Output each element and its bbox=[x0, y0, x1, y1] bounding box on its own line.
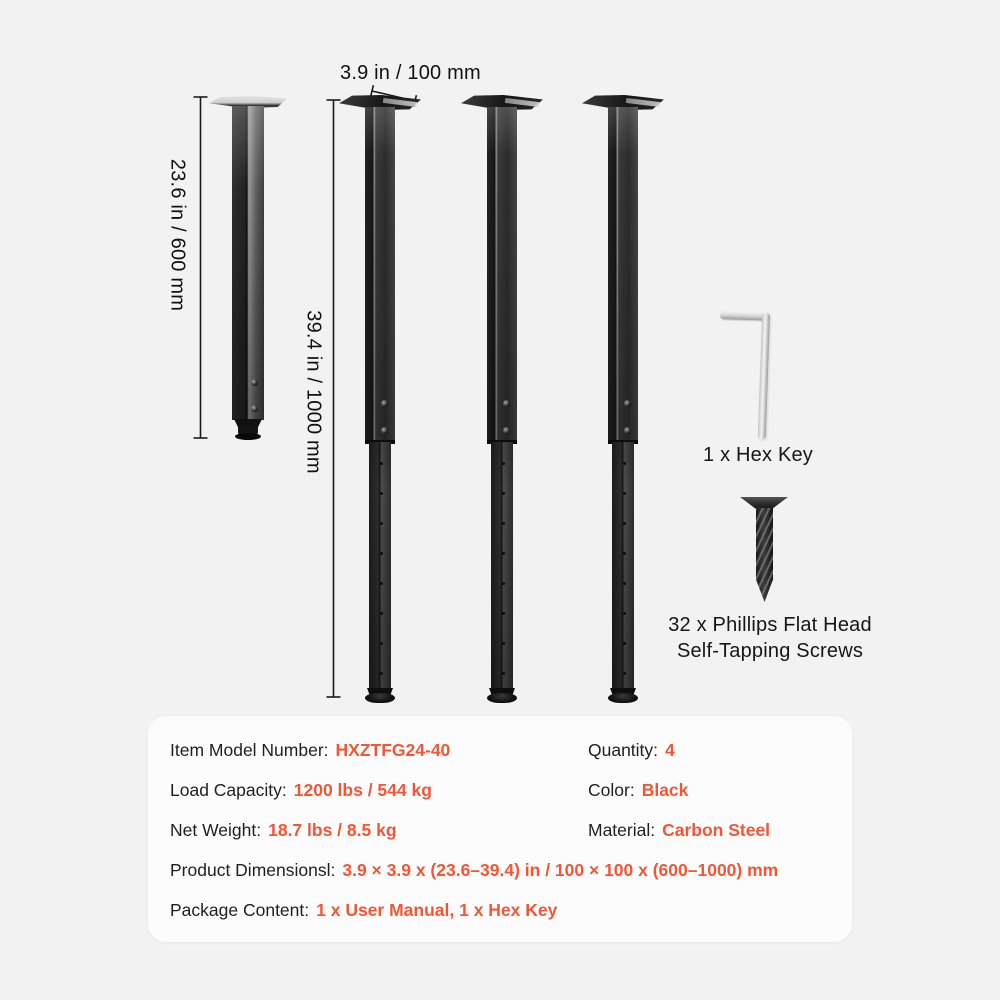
screw-icon bbox=[735, 495, 795, 607]
spec-value: 18.7 lbs / 8.5 kg bbox=[268, 820, 397, 840]
spec-value: HXZTFG24-40 bbox=[335, 740, 451, 760]
hex-key-long-arm bbox=[758, 313, 770, 440]
adjustment-hole bbox=[502, 522, 505, 525]
spec-row-dimensions bbox=[170, 860, 778, 881]
adjustment-hole bbox=[380, 522, 383, 525]
joint-screw-icon bbox=[251, 379, 258, 386]
adjustment-hole bbox=[502, 552, 505, 555]
adjustment-hole bbox=[623, 492, 626, 495]
adjustment-hole bbox=[502, 672, 505, 675]
adjustment-hole bbox=[502, 642, 505, 645]
adjustment-hole bbox=[380, 672, 383, 675]
leg-lower-column bbox=[491, 442, 513, 688]
adjustment-hole bbox=[502, 492, 505, 495]
hex-key-icon bbox=[712, 305, 781, 441]
screws-callout-line2: Self-Tapping Screws bbox=[676, 640, 864, 662]
spec-label: Color: bbox=[588, 780, 635, 800]
spec-label: Quantity: bbox=[588, 740, 659, 760]
spec-label: Item Model Number: bbox=[170, 740, 329, 760]
spec-label: Product Dimensionsl: bbox=[170, 860, 336, 880]
leg-foot bbox=[365, 693, 395, 703]
joint-screw-icon bbox=[624, 427, 631, 434]
adjustment-hole bbox=[623, 612, 626, 615]
table-leg-extended bbox=[578, 0, 668, 710]
table-leg-extended bbox=[335, 0, 425, 710]
spec-row-package-content bbox=[170, 900, 557, 921]
adjustment-hole bbox=[380, 462, 383, 465]
adjustment-hole bbox=[502, 612, 505, 615]
spec-value: 1 x User Manual, 1 x Hex Key bbox=[316, 900, 558, 920]
leg-column bbox=[232, 106, 264, 420]
joint-screw-icon bbox=[251, 405, 258, 412]
table-leg-extended bbox=[457, 0, 547, 710]
joint-screw-icon bbox=[624, 400, 631, 407]
adjustment-hole bbox=[502, 582, 505, 585]
spec-label: Material: bbox=[588, 820, 656, 840]
adjustment-hole bbox=[380, 492, 383, 495]
leg-upper-column bbox=[487, 107, 517, 442]
adjustment-hole bbox=[623, 552, 626, 555]
adjustment-hole bbox=[623, 462, 626, 465]
adjustment-hole bbox=[623, 672, 626, 675]
adjustment-hole bbox=[623, 582, 626, 585]
leg-lower-column bbox=[369, 442, 391, 688]
spec-row-material bbox=[588, 820, 770, 841]
spec-label: Load Capacity: bbox=[170, 780, 287, 800]
spec-row-color bbox=[588, 780, 688, 801]
adjustment-hole bbox=[380, 552, 383, 555]
adjustment-hole bbox=[623, 522, 626, 525]
tall-leg-height-label: 39.4 in / 1000 mm bbox=[302, 310, 325, 474]
short-leg-height-label: 23.6 in / 600 mm bbox=[166, 158, 189, 312]
adjustment-hole bbox=[502, 462, 505, 465]
joint-screw-icon bbox=[381, 427, 388, 434]
top-width-label: 3.9 in / 100 mm bbox=[340, 62, 481, 84]
spec-value: 4 bbox=[665, 740, 675, 760]
spec-row-model bbox=[170, 740, 450, 761]
joint-screw-icon bbox=[381, 400, 388, 407]
leg-foot bbox=[487, 693, 517, 703]
spec-row-net-weight bbox=[170, 820, 397, 841]
spec-value: Black bbox=[641, 780, 689, 800]
table-leg-retracted bbox=[203, 0, 293, 710]
hex-key-callout: 1 x Hex Key bbox=[702, 444, 814, 466]
spec-value: Carbon Steel bbox=[662, 820, 771, 840]
spec-value: 3.9 × 3.9 x (23.6–39.4) in / 100 × 100 x (600–1000) mm bbox=[342, 860, 779, 880]
spec-value: 1200 lbs / 544 kg bbox=[293, 780, 432, 800]
adjustment-hole bbox=[380, 642, 383, 645]
leg-upper-column bbox=[608, 107, 638, 442]
screws-callout-line1: 32 x Phillips Flat Head bbox=[668, 614, 872, 636]
adjustment-hole bbox=[380, 612, 383, 615]
adjustment-hole bbox=[623, 642, 626, 645]
screw-shaft bbox=[756, 508, 773, 602]
joint-screw-icon bbox=[503, 427, 510, 434]
spec-row-load-capacity bbox=[170, 780, 432, 801]
joint-screw-icon bbox=[503, 400, 510, 407]
screws-callout bbox=[628, 612, 912, 664]
leg-foot-ring bbox=[235, 433, 261, 440]
spec-panel bbox=[148, 716, 852, 942]
spec-row-quantity bbox=[588, 740, 675, 761]
spec-label: Net Weight: bbox=[170, 820, 262, 840]
spec-label: Package Content: bbox=[170, 900, 310, 920]
leg-upper-column bbox=[365, 107, 395, 442]
adjustment-hole bbox=[380, 582, 383, 585]
leg-foot bbox=[608, 693, 638, 703]
